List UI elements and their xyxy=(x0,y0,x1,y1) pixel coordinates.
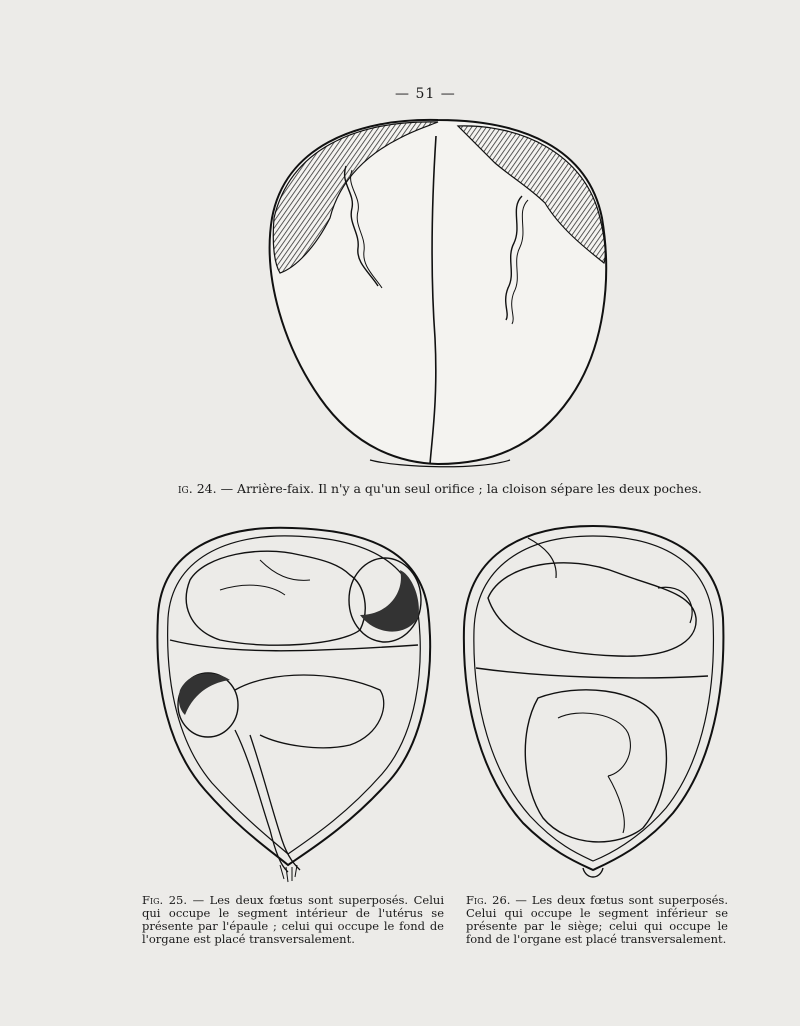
figure-26-caption xyxy=(466,894,728,946)
figure-25-twins-illustration xyxy=(150,520,435,885)
figure-26-caption-text: — Les deux fœtus sont superposés. Celui qui occupe le segment inférieur se présente par le siège; celui qui occupe le fond de l'organe est placé transversalement. xyxy=(466,893,728,946)
figure-26-twins-illustration xyxy=(458,518,728,893)
figure-26-label: Fig. 26. xyxy=(466,893,511,907)
figure-24-afterbirth-illustration xyxy=(260,108,620,476)
figure-24-label: ig. 24. xyxy=(178,481,217,496)
figure-24-caption xyxy=(178,481,718,496)
figure-25-caption-text: — Les deux fœtus sont superposés. Celui qui occupe le segment intérieur de l'utérus se présente par l'épaule ; celui qui occupe le fond de l'organe est placé transversalement. xyxy=(142,893,444,946)
figure-24-caption-text: — Arrière-faix. Il n'y a qu'un seul orifice ; la cloison sépare les deux poches. xyxy=(220,481,702,496)
figure-25-caption xyxy=(142,894,444,946)
figure-25-label: Fig. 25. xyxy=(142,893,188,907)
page-number: — 51 — xyxy=(395,86,456,102)
